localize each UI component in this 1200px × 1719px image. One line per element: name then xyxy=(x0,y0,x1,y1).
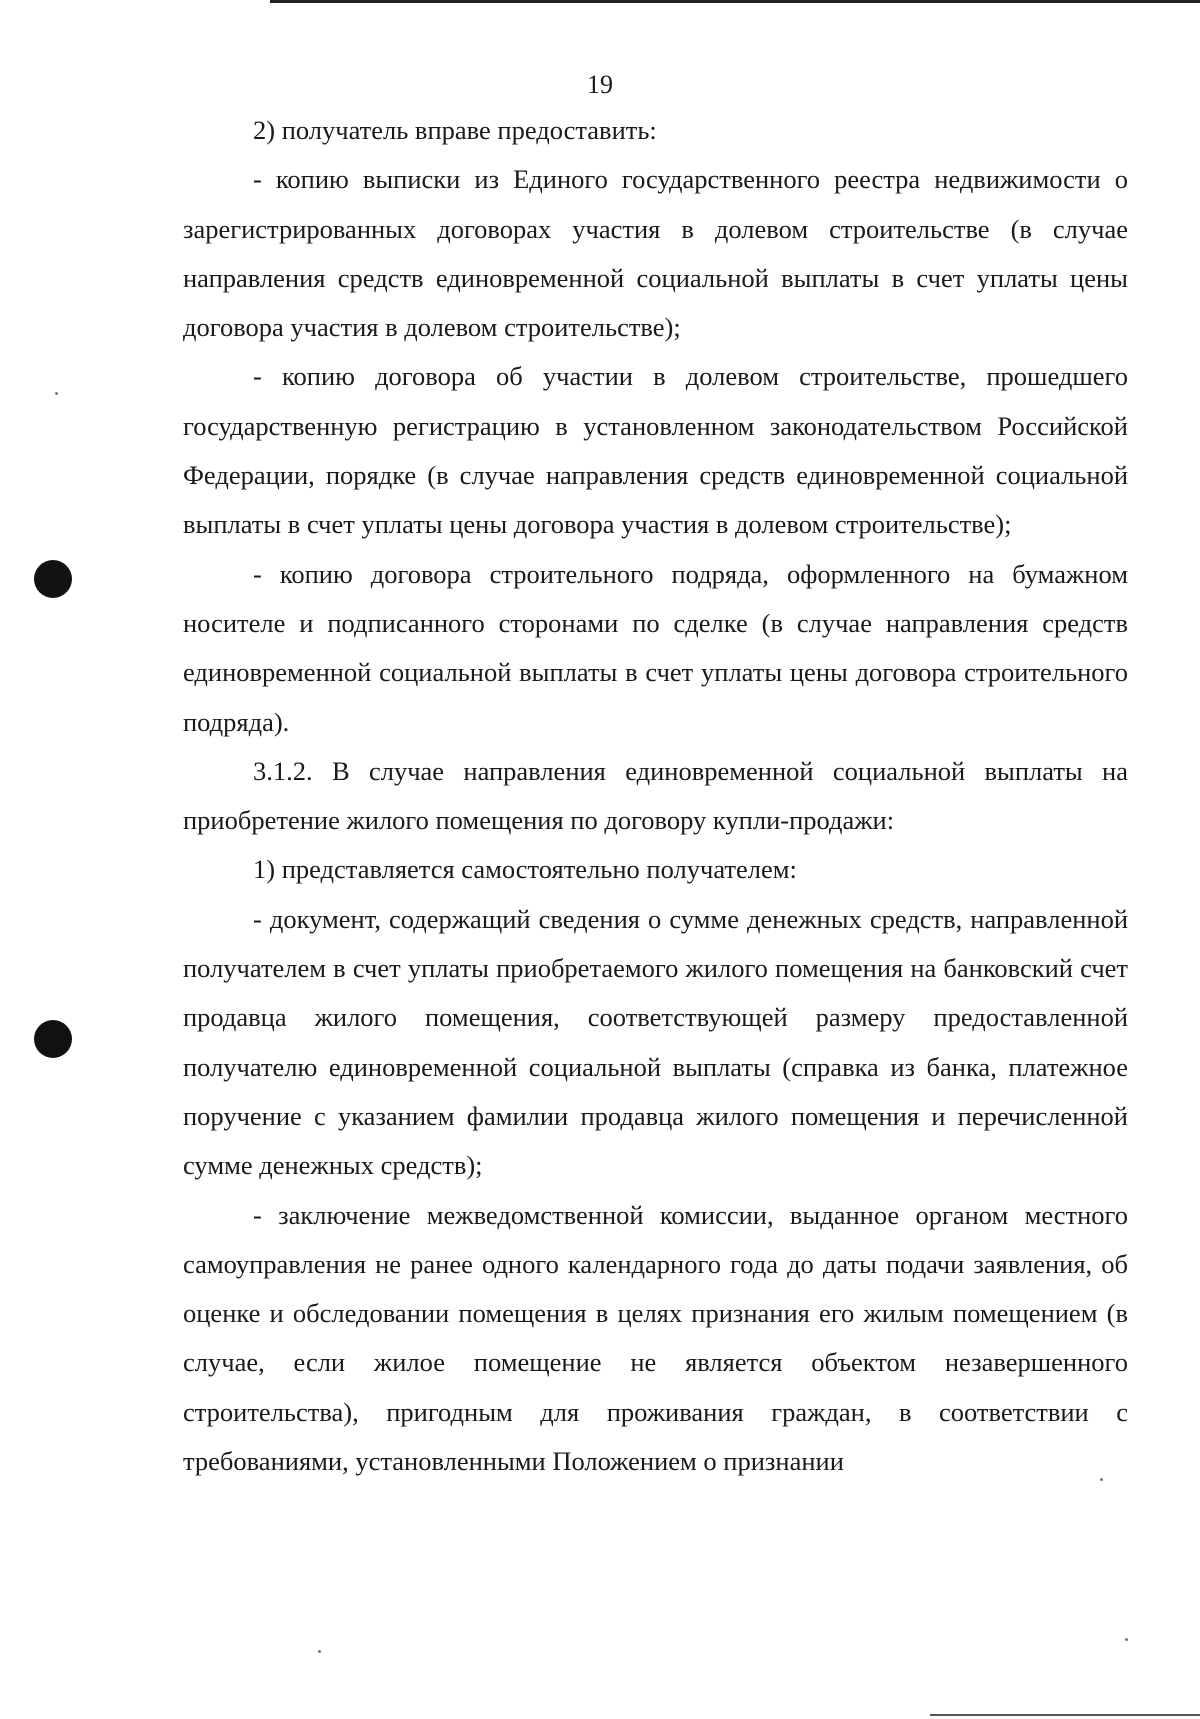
paragraph: 3.1.2. В случае направления единовременной социальной выплаты на приобретение жилого помещения по договору купли-продажи: xyxy=(183,755,1128,836)
scan-top-edge-line xyxy=(270,0,1200,3)
page-number: 19 xyxy=(587,70,613,99)
scan-bottom-edge-line xyxy=(930,1714,1200,1716)
punch-hole-mark xyxy=(34,1020,72,1058)
scan-speck xyxy=(55,392,58,395)
paragraph: - копию выписки из Единого государственного реестра недвижимости о зарегистрированных договорах участия в долевом строительстве (в случае направления средств единовременной социальной выплаты в счет уплаты цены договора участия в долевом строительстве); xyxy=(183,164,1128,343)
document-body xyxy=(183,106,1128,1486)
paragraph: - копию договора строительного подряда, оформленного на бумажном носителе и подписанного сторонами по сделке (в случае направления средств единовременной социальной выплаты в счет уплаты цены договора строительного подряда). xyxy=(183,558,1128,737)
paragraph: 1) представляется самостоятельно получателем: xyxy=(253,854,797,885)
scan-speck xyxy=(318,1650,321,1653)
paragraph: - заключение межведомственной комиссии, выданное органом местного самоуправления не ранее одного календарного года до даты подачи заявления, об оценке и обследовании помещения в целях признания его жилым помещением (в случае, если жилое помещение не является объектом незавершенного строительства), пригодным для проживания граждан, в соответствии с требованиями, установленными Положением о признании xyxy=(183,1199,1128,1477)
paragraph: - документ, содержащий сведения о сумме денежных средств, направленной получателем в счет уплаты приобретаемого жилого помещения на банковский счет продавца жилого помещения, соответствующей размеру предоставленной получателю единовременной социальной выплаты (справка из банка, платежное поручение с указанием фамилии продавца жилого помещения и перечисленной сумме денежных средств); xyxy=(183,903,1128,1181)
paragraph: 2) получатель вправе предоставить: xyxy=(253,115,657,145)
punch-hole-mark xyxy=(34,560,72,598)
paragraph: - копию договора об участии в долевом строительстве, прошедшего государственную регистрацию в установленном законодательством Российской Федерации, порядке (в случае направления средств единовременной социальной выплаты в счет уплаты цены договора участия в долевом строительстве); xyxy=(183,361,1128,540)
scan-speck xyxy=(1125,1638,1128,1641)
